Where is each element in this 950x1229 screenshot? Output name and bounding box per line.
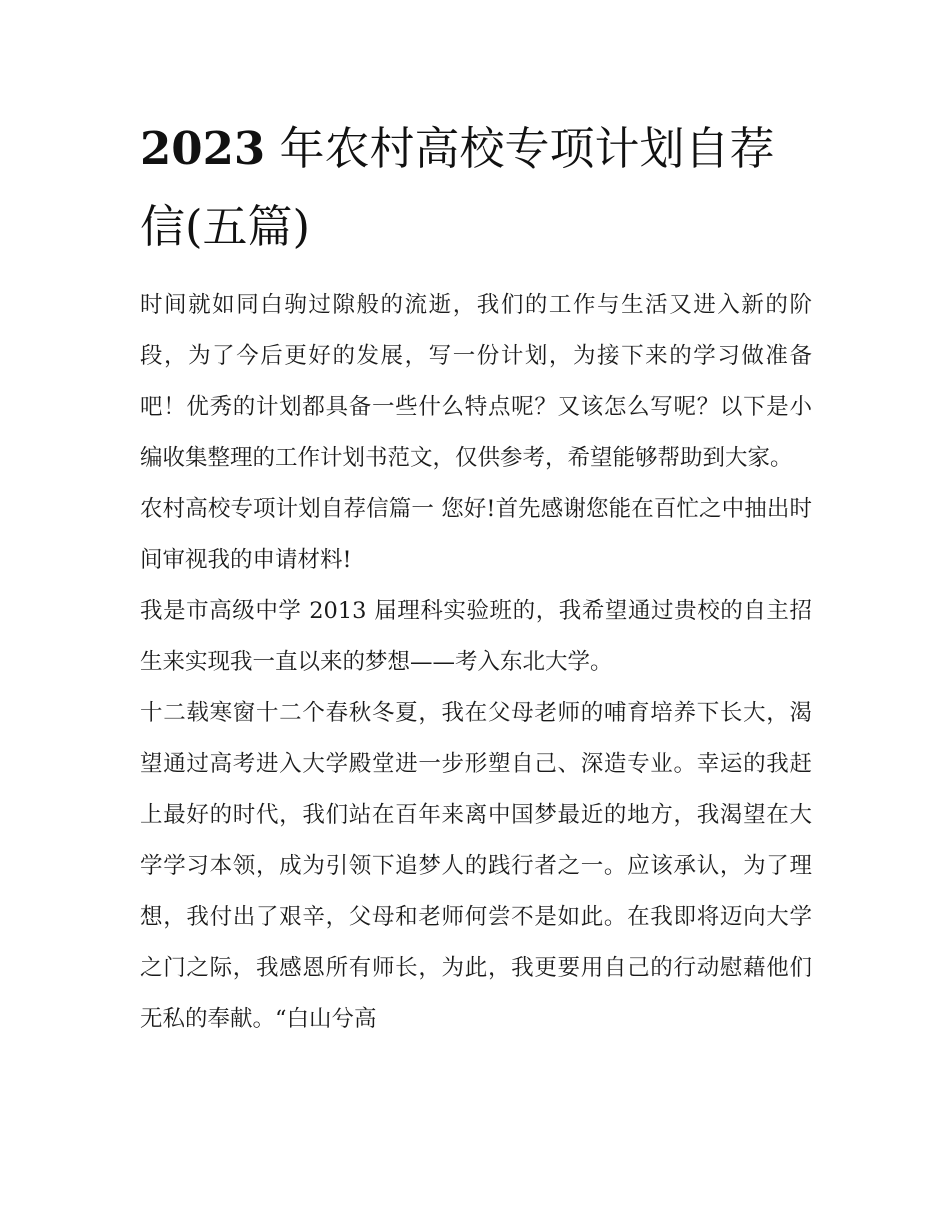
paragraph-intro: 时间就如同白驹过隙般的流逝，我们的工作与生活又进入新的阶段，为了今后更好的发展，写一份计划，为接下来的学习做准备吧！优秀的计划都具备一些什么特点呢？又该怎么写呢？以下是小编收集整理的工作计划书范文，仅供参考，希望能够帮助到大家。 <box>140 292 812 471</box>
document-body <box>140 280 812 1045</box>
document-content <box>140 110 812 1045</box>
paragraph-self-intro: 我是市高级中学 2013 届理科实验班的，我希望通过贵校的自主招生来实现我一直以来的梦想——考入东北大学。 <box>140 598 812 675</box>
title-text: 年农村高校专项计划自荐信(五篇) <box>140 122 775 253</box>
paragraph-greeting: 农村高校专项计划自荐信篇一 您好!首先感谢您能在百忙之中抽出时间审视我的申请材料! <box>140 496 812 573</box>
document-title <box>140 110 812 266</box>
title-year: 2023 <box>140 122 266 175</box>
paragraph-story: 十二载寒窗十二个春秋冬夏，我在父母老师的哺育培养下长大，渴望通过高考进入大学殿堂进一步形塑自己、深造专业。幸运的我赶上最好的时代，我们站在百年来离中国梦最近的地方，我渴望在大学学习本领，成为引领下追梦人的践行者之一。应该承认，为了理想，我付出了艰辛，父母和老师何尝不是如此。在我即将迈向大学之门之际，我感恩所有师长，为此，我更要用自己的行动慰藉他们无私的奉献。“白山兮高 <box>140 700 812 1032</box>
